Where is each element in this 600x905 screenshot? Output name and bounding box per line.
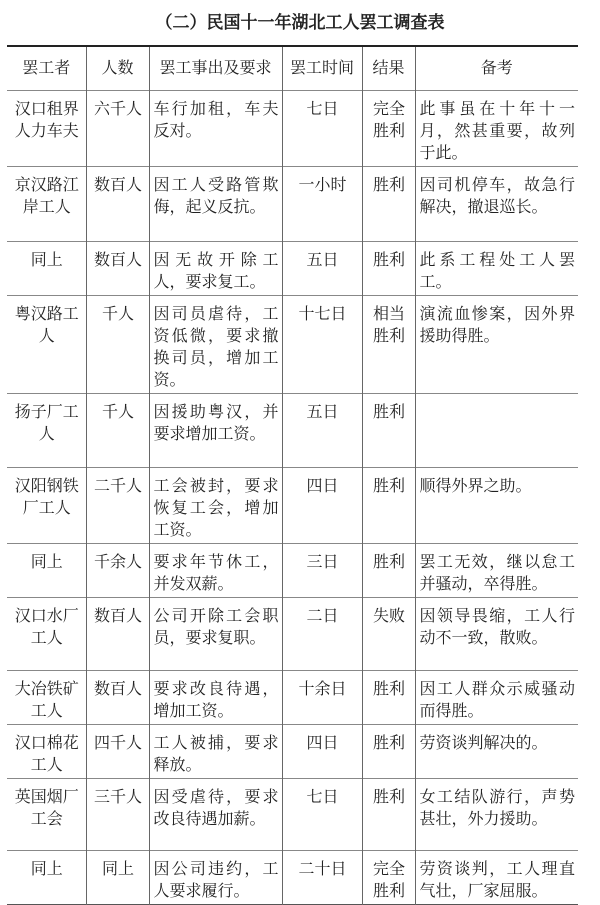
header-remarks: 备考 xyxy=(415,46,578,90)
header-row xyxy=(7,46,578,90)
cell-count: 二千人 xyxy=(86,467,149,543)
cell-remarks: 顺得外界之助。 xyxy=(415,467,578,543)
cell-remarks: 劳资谈判解决的。 xyxy=(415,724,578,778)
cell-strikers: 粤汉路工人 xyxy=(7,295,86,393)
cell-strikers: 汉阳钢铁厂工人 xyxy=(7,467,86,543)
table-row xyxy=(7,850,578,904)
cell-strikers: 汉口租界人力车夫 xyxy=(7,90,86,166)
cell-result: 失败 xyxy=(362,597,415,670)
cell-cause: 车行加租，车夫反对。 xyxy=(149,90,282,166)
table-row xyxy=(7,543,578,597)
cell-duration: 四日 xyxy=(282,467,362,543)
cell-count: 数百人 xyxy=(86,597,149,670)
cell-strikers: 同上 xyxy=(7,850,86,904)
cell-duration: 二日 xyxy=(282,597,362,670)
cell-cause: 因工人受路管欺侮，起义反抗。 xyxy=(149,166,282,241)
cell-strikers: 同上 xyxy=(7,241,86,295)
cell-result: 胜利 xyxy=(362,166,415,241)
cell-duration: 五日 xyxy=(282,393,362,467)
cell-duration: 二十日 xyxy=(282,850,362,904)
cell-duration: 五日 xyxy=(282,241,362,295)
cell-count: 四千人 xyxy=(86,724,149,778)
cell-count: 六千人 xyxy=(86,90,149,166)
table-title: （二）民国十一年湖北工人罢工调查表 xyxy=(155,13,445,33)
cell-strikers: 英国烟厂工会 xyxy=(7,778,86,850)
cell-count: 数百人 xyxy=(86,670,149,724)
cell-cause: 因司员虐待，工资低微，要求撤换司员，增加工资。 xyxy=(149,295,282,393)
cell-count: 千余人 xyxy=(86,543,149,597)
cell-duration: 四日 xyxy=(282,724,362,778)
cell-duration: 七日 xyxy=(282,778,362,850)
header-result: 结果 xyxy=(362,46,415,90)
cell-cause: 工人被捕，要求释放。 xyxy=(149,724,282,778)
cell-strikers: 同上 xyxy=(7,543,86,597)
cell-cause: 工会被封，要求恢复工会，增加工资。 xyxy=(149,467,282,543)
cell-count: 数百人 xyxy=(86,241,149,295)
table-row xyxy=(7,295,578,393)
cell-remarks: 此事虽在十年十一月，然甚重要，故列于此。 xyxy=(415,90,578,166)
cell-cause: 要求改良待遇，增加工资。 xyxy=(149,670,282,724)
cell-remarks: 因工人群众示威骚动而得胜。 xyxy=(415,670,578,724)
cell-duration: 三日 xyxy=(282,543,362,597)
cell-cause: 公司开除工会职员，要求复职。 xyxy=(149,597,282,670)
cell-result: 胜利 xyxy=(362,724,415,778)
cell-duration: 十七日 xyxy=(282,295,362,393)
cell-count: 同上 xyxy=(86,850,149,904)
cell-remarks: 此系工程处工人罢工。 xyxy=(415,241,578,295)
cell-remarks: 演流血惨案，因外界援助得胜。 xyxy=(415,295,578,393)
cell-cause: 因援助粤汉，并要求增加工资。 xyxy=(149,393,282,467)
table-row xyxy=(7,241,578,295)
cell-remarks: 因司机停车，故急行解决，撤退巡长。 xyxy=(415,166,578,241)
cell-result: 胜利 xyxy=(362,393,415,467)
cell-result: 胜利 xyxy=(362,778,415,850)
cell-strikers: 汉口棉花工人 xyxy=(7,724,86,778)
cell-count: 千人 xyxy=(86,393,149,467)
cell-result: 胜利 xyxy=(362,241,415,295)
cell-result: 完全胜利 xyxy=(362,90,415,166)
cell-remarks xyxy=(415,393,578,467)
cell-result: 胜利 xyxy=(362,543,415,597)
cell-count: 千人 xyxy=(86,295,149,393)
cell-remarks: 劳资谈判，工人理直气壮，厂家屈服。 xyxy=(415,850,578,904)
cell-count: 三千人 xyxy=(86,778,149,850)
cell-remarks: 女工结队游行，声势甚壮，外力援助。 xyxy=(415,778,578,850)
cell-duration: 七日 xyxy=(282,90,362,166)
cell-strikers: 大冶铁矿工人 xyxy=(7,670,86,724)
header-duration: 罢工时间 xyxy=(282,46,362,90)
cell-strikers: 京汉路江岸工人 xyxy=(7,166,86,241)
header-strikers: 罢工者 xyxy=(7,46,86,90)
cell-remarks: 罢工无效，继以怠工并骚动，卒得胜。 xyxy=(415,543,578,597)
cell-result: 相当胜利 xyxy=(362,295,415,393)
header-cause: 罢工事出及要求 xyxy=(149,46,282,90)
cell-cause: 因受虐待，要求改良待遇加薪。 xyxy=(149,778,282,850)
cell-cause: 因无故开除工人，要求复工。 xyxy=(149,241,282,295)
table-row xyxy=(7,670,578,724)
cell-duration: 十余日 xyxy=(282,670,362,724)
table-row xyxy=(7,778,578,850)
cell-result: 完全胜利 xyxy=(362,850,415,904)
cell-result: 胜利 xyxy=(362,467,415,543)
cell-strikers: 汉口水厂工人 xyxy=(7,597,86,670)
table-row xyxy=(7,393,578,467)
cell-count: 数百人 xyxy=(86,166,149,241)
table-row xyxy=(7,90,578,166)
strike-survey-table xyxy=(7,45,578,905)
header-count: 人数 xyxy=(86,46,149,90)
cell-duration: 一小时 xyxy=(282,166,362,241)
table-row xyxy=(7,467,578,543)
table-row xyxy=(7,597,578,670)
cell-strikers: 扬子厂工人 xyxy=(7,393,86,467)
cell-cause: 因公司违约，工人要求履行。 xyxy=(149,850,282,904)
table-row xyxy=(7,724,578,778)
cell-cause: 要求年节休工，并发双薪。 xyxy=(149,543,282,597)
table-row xyxy=(7,166,578,241)
cell-remarks: 因领导畏缩，工人行动不一致，散败。 xyxy=(415,597,578,670)
cell-result: 胜利 xyxy=(362,670,415,724)
